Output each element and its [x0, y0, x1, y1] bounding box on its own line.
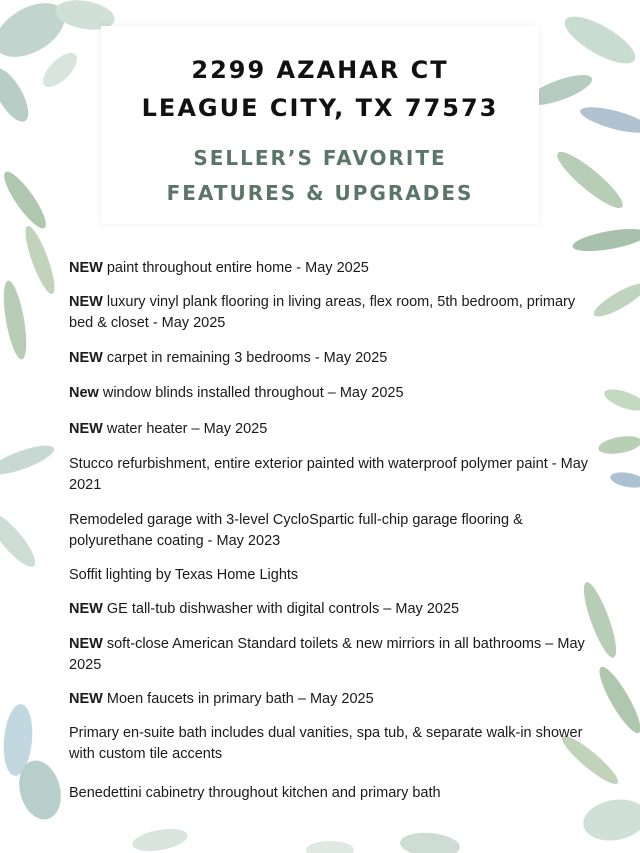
feature-text: Moen faucets in primary bath – May 2025 [102, 691, 374, 707]
feature-prefix: NEW [69, 421, 103, 437]
feature-text: window blinds installed throughout – May 2025 [98, 385, 404, 401]
feature-item [69, 383, 599, 404]
feature-item [69, 599, 599, 620]
feature-item [69, 783, 599, 804]
feature-item [69, 292, 599, 334]
feature-item [69, 258, 599, 279]
feature-prefix: NEW [69, 294, 103, 310]
feature-text: Benedettini cabinetry throughout kitchen and primary bath [69, 785, 441, 801]
feature-text: Soffit lighting by Texas Home Lights [69, 567, 299, 583]
feature-text: water heater – May 2025 [102, 421, 268, 437]
feature-item [69, 348, 599, 369]
address-line-1: 2299 AZAHAR CT [191, 56, 449, 84]
feature-item [69, 565, 599, 586]
feature-text: soft-close American Standard toilets & new mirriors in all bathrooms – May 2025 [69, 636, 585, 673]
feature-prefix: NEW [69, 601, 103, 617]
feature-text: luxury vinyl plank flooring in living areas, flex room, 5th bedroom, primary bed & closet - May 2025 [69, 294, 576, 331]
feature-text: carpet in remaining 3 bedrooms - May 2025 [102, 350, 388, 366]
feature-item [69, 419, 599, 440]
feature-item [69, 510, 599, 552]
feature-text: Primary en-suite bath includes dual vanities, spa tub, & separate walk-in shower with custom tile accents [69, 725, 583, 762]
feature-prefix: NEW [69, 636, 103, 652]
feature-prefix: NEW [69, 350, 103, 366]
subtitle-line-1: SELLER’S FAVORITE [193, 146, 447, 170]
address-line-2: LEAGUE CITY, TX 77573 [141, 94, 499, 122]
feature-item [69, 689, 599, 710]
feature-item [69, 454, 599, 496]
feature-item [69, 634, 599, 676]
feature-prefix: New [69, 385, 99, 401]
feature-prefix: NEW [69, 691, 103, 707]
feature-text: GE tall-tub dishwasher with digital controls – May 2025 [102, 601, 460, 617]
header-card [101, 26, 539, 224]
subtitle-line-2: FEATURES & UPGRADES [166, 181, 474, 205]
feature-text: Stucco refurbishment, entire exterior painted with waterproof polymer paint - May 2021 [69, 456, 589, 493]
feature-text: paint throughout entire home - May 2025 [102, 260, 369, 276]
feature-item [69, 723, 599, 765]
feature-prefix: NEW [69, 260, 103, 276]
feature-text: Remodeled garage with 3-level CycloSpartic full-chip garage flooring & polyurethane coating - May 2023 [69, 512, 523, 549]
